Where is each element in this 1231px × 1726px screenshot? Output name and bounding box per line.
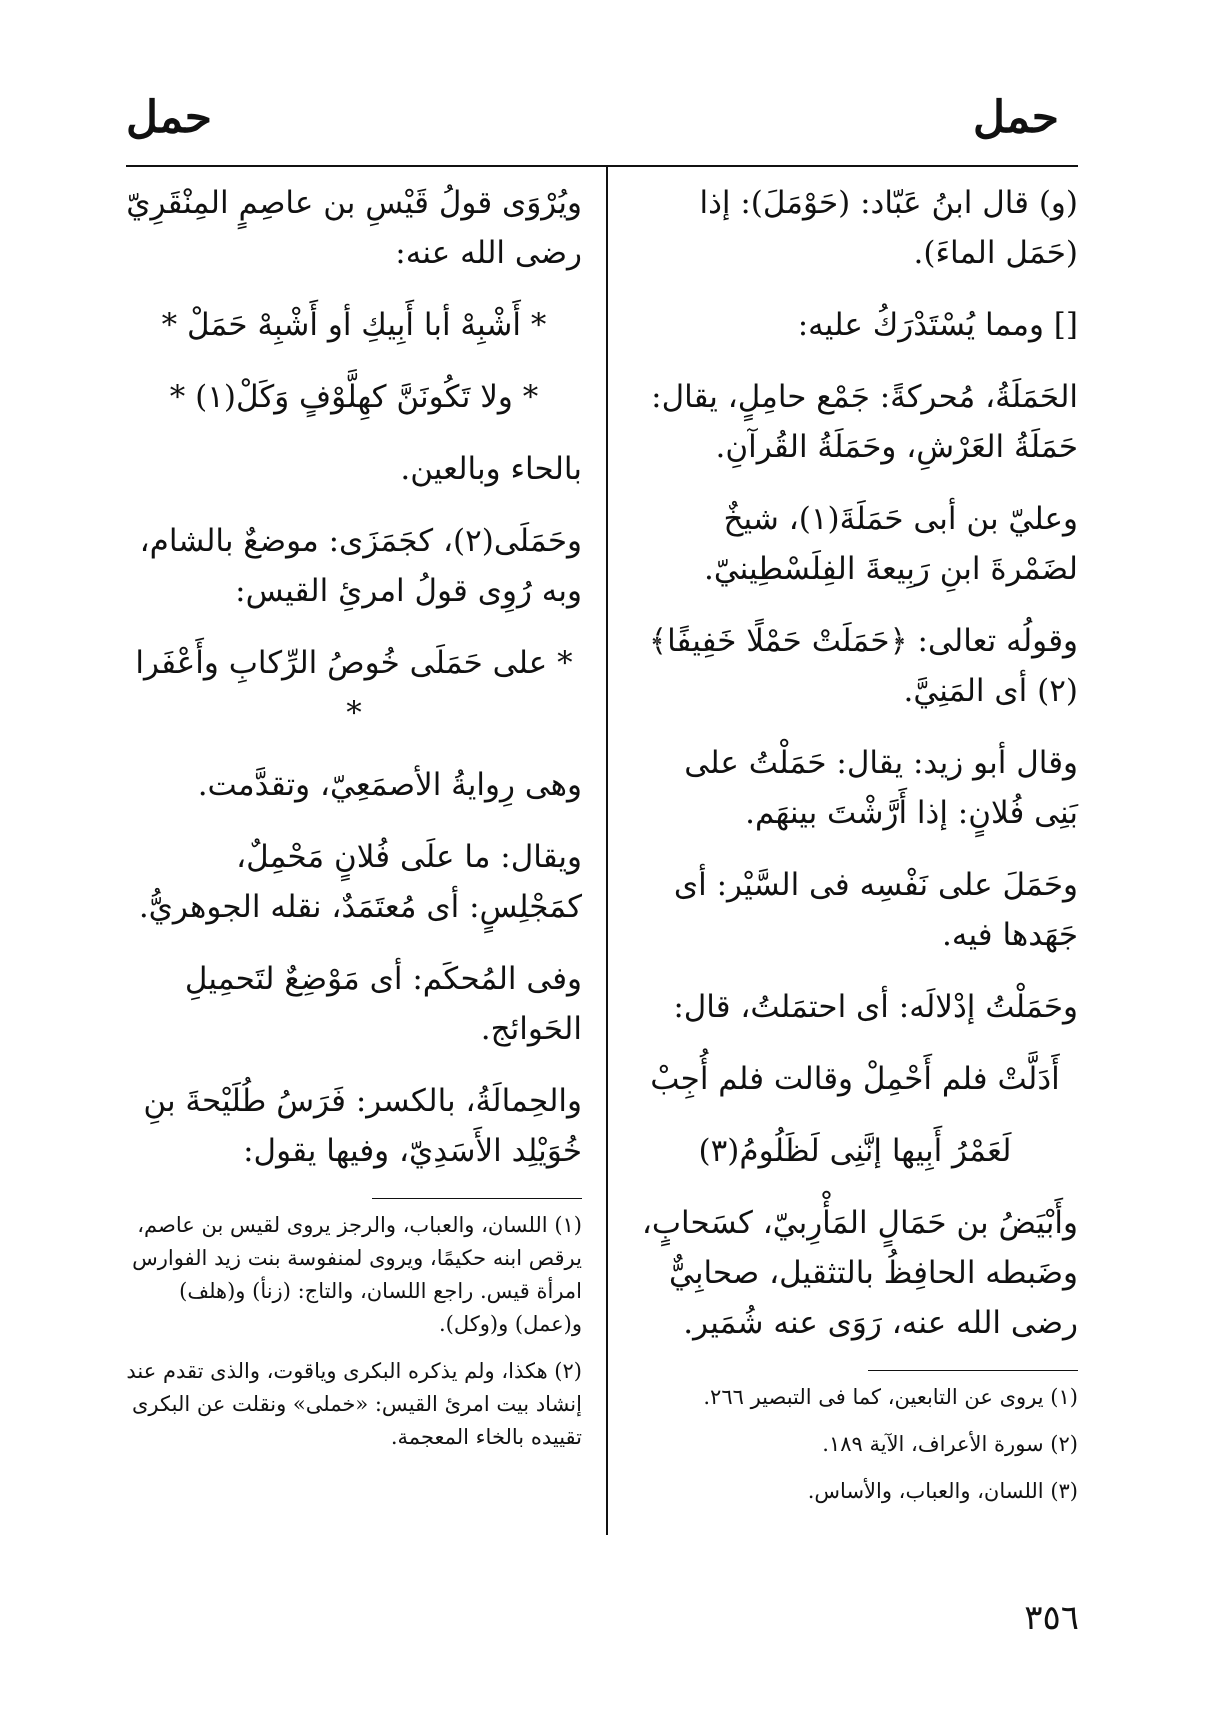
paragraph: ويُرْوَى قولُ قَيْسِ بن عاصِمٍ المِنْقَرِيّ رضى الله عنه: (126, 185, 582, 271)
paragraph: وقولُه تعالى: ﴿حَمَلَتْ حَمْلًا خَفِيفًا﴾(٢) أى المَنِيَّ. (648, 623, 1078, 709)
verse-line: * على حَمَلَى خُوصُ الرِّكابِ وأَعْفَرا * (135, 645, 573, 731)
verse-line: * ولا تَكُونَنَّ كهِلَّوْفٍ وَكَلْ(١) * (169, 379, 539, 415)
paragraph: وقال أبو زيد: يقال: حَمَلْتُ على بَنِى فُلانٍ: إذا أَرَّشْتَ بينهَم. (684, 745, 1078, 831)
paragraph: وحَمَلْتُ إدْلالَه: أى احتمَلتُ، قال: (673, 989, 1078, 1025)
paragraph: بالحاء وبالعين. (400, 451, 582, 487)
footnote-rule (868, 1370, 1078, 1371)
paragraph: وفى المُحكَم: أى مَوْضِعٌ لتَحمِيلِ الحَوائج. (184, 961, 582, 1047)
paragraph: [] ومما يُسْتَدْرَكُ عليه: (797, 307, 1078, 343)
paragraph: والحِمالَةُ، بالكسر: فَرَسُ طُلَيْحةَ بنِ خُوَيْلِد الأَسَدِيّ، وفيها يقول: (143, 1083, 582, 1169)
footnote-rule (372, 1198, 582, 1199)
running-head-right: حمل (973, 92, 1059, 143)
paragraph: وهى رِوايةُ الأصمَعِيّ، وتقدَّمت. (197, 767, 582, 803)
paragraph: (و) قال ابنُ عَبّاد: (حَوْمَلَ): إذا (حَمَل الماءَ). (699, 185, 1078, 271)
running-head-left: حمل (126, 92, 212, 143)
footnote: (٢) سورة الأعراف، الآية ١٨٩. (822, 1432, 1078, 1456)
paragraph: الحَمَلَةُ، مُحركةً: جَمْع حامِلٍ، يقال: حَمَلَةُ العَرْشِ، وحَمَلَةُ القُرآنِ. (651, 379, 1078, 465)
right-column (632, 178, 1078, 1522)
footnote: (١) يروى عن التابعين، كما فى التبصير ٢٦٦. (703, 1385, 1078, 1409)
page-number: ٣٥٦ (1024, 1598, 1079, 1638)
footnote: (٣) اللسان، والعباب، والأساس. (807, 1479, 1078, 1503)
footnote: (٢) هكذا، ولم يذكره البكرى وياقوت، والذى تقدم عند إنشاد بيت امرئ القيس: «خملى» ونقلت عن البكرى تقييده بالخاء المعجمة. (126, 1359, 582, 1449)
verse-line: أَدَلَّتْ فلم أَحْمِلْ وقالت فلم أُجِبْ (650, 1061, 1060, 1097)
column-divider (606, 165, 608, 1535)
verse-line: لَعَمْرُ أَبِيها إنَّنِى لَظَلُومُ(٣) (698, 1133, 1012, 1169)
paragraph: ويقال: ما علَى فُلانٍ مَحْمِلٌ، كمَجْلِسٍ: أى مُعتَمَدٌ، نقله الجوهريُّ. (138, 839, 582, 925)
footnotes (126, 1209, 582, 1454)
footnotes (632, 1381, 1078, 1508)
paragraph: وعليّ بن أبى حَمَلَةَ(١)، شيخٌ لضَمْرةَ ابنِ رَبِيعةَ الفِلَسْطِينيّ. (703, 501, 1078, 587)
footnote: (١) اللسان، والعباب، والرجز يروى لقيس بن عاصم، يرقص ابنه حكيمًا، ويروى لمنفوسة بنت زيد الفوارس امرأة قيس. راجع اللسان، والتاج: (زنأ) و(هلف) و(عمل) و(وكل). (132, 1213, 582, 1336)
left-column (126, 178, 582, 1468)
verse-line: * أَشْبِهْ أبا أَبِيكِ أو أَشْبِهْ حَمَلْ * (161, 307, 547, 343)
header-rule (126, 165, 1078, 167)
paragraph: وحَمَلَى(٢)، كجَمَزَى: موضعٌ بالشام، وبه رُوِى قولُ امرئِ القيس: (139, 523, 582, 609)
paragraph: وأَبْيَضُ بن حَمَالٍ المَأْرِبيّ، كسَحابٍ، وضَبطه الحافِظُ بالتثقيل، صحابِيٌّ رضى الله عنه، رَوَى عنه شُمَير. (641, 1205, 1078, 1341)
paragraph: وحَمَلَ على نَفْسِه فى السَّيْر: أى جَهَدها فيه. (673, 867, 1078, 953)
